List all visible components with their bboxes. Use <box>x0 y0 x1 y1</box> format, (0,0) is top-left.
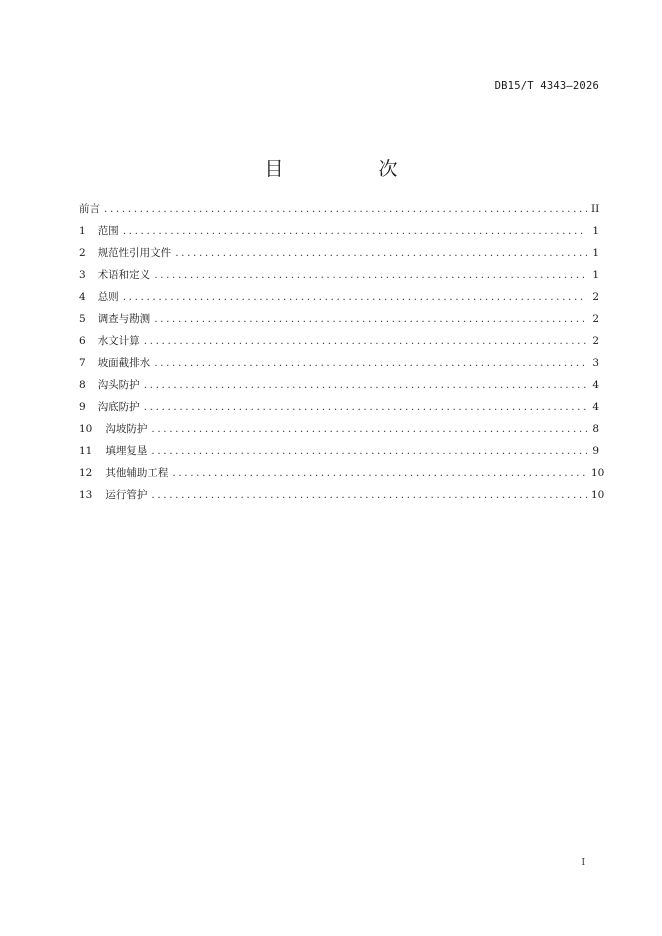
toc-entry-label: 坡面截排水 <box>97 357 151 369</box>
dot-leader <box>151 485 587 505</box>
toc-entry-label: 沟坡防护 <box>105 423 148 435</box>
toc-entry-label: 规范性引用文件 <box>97 247 172 259</box>
page-title: 目 次 <box>264 157 436 180</box>
toc-entry-number: 8 <box>79 379 86 391</box>
dot-leader <box>172 463 587 483</box>
toc-entry-label: 范围 <box>97 225 119 237</box>
dot-leader <box>144 375 587 395</box>
toc-entry-label: 调查与勘测 <box>97 313 151 325</box>
document-code: DB15/T 4343—2026 <box>494 80 599 92</box>
toc-entry-page: 2 <box>592 313 599 325</box>
toc-entry[interactable] <box>79 353 599 375</box>
toc-entry-number: 10 <box>79 423 93 435</box>
toc-entry-page: 1 <box>592 247 599 259</box>
toc-entry-label: 沟头防护 <box>97 379 140 391</box>
toc-entry-label: 术语和定义 <box>97 269 151 281</box>
toc-entry-label: 其他辅助工程 <box>105 467 169 479</box>
toc-entry-page: 3 <box>592 357 599 369</box>
toc-entry-page: 8 <box>592 423 599 435</box>
toc-entry[interactable] <box>79 243 599 265</box>
toc-entry-label: 沟底防护 <box>97 401 140 413</box>
toc-entry[interactable] <box>79 221 599 243</box>
toc-entry-label: 总则 <box>97 291 119 303</box>
toc-entry[interactable] <box>79 309 599 331</box>
toc-entry[interactable] <box>79 485 605 507</box>
toc-entry[interactable] <box>79 463 605 485</box>
dot-leader <box>151 441 587 461</box>
dot-leader <box>175 243 587 263</box>
toc-entry[interactable] <box>79 287 599 309</box>
toc-entry-number: 2 <box>79 247 86 259</box>
toc-entry[interactable] <box>79 375 599 397</box>
toc-entry-page: 1 <box>592 225 599 237</box>
toc-entry-number: 12 <box>79 467 93 479</box>
dot-leader <box>104 199 587 219</box>
toc-entry-label: 运行管护 <box>105 489 148 501</box>
toc-entry-page: 10 <box>591 467 605 479</box>
toc-entry-page: 10 <box>591 489 605 501</box>
dot-leader <box>154 265 587 285</box>
toc-entry-number: 13 <box>79 489 93 501</box>
toc-entry-number: 5 <box>79 313 86 325</box>
toc-entry-page: 9 <box>592 445 599 457</box>
toc-entry-page: II <box>591 203 600 215</box>
toc-entry-number: 3 <box>79 269 86 281</box>
toc-entry[interactable] <box>79 199 599 221</box>
toc-entry-number: 1 <box>79 225 86 237</box>
toc-entry[interactable] <box>79 397 599 419</box>
dot-leader <box>123 221 587 241</box>
dot-leader <box>154 353 587 373</box>
dot-leader <box>123 287 587 307</box>
toc-entry-number: 4 <box>79 291 86 303</box>
toc-entry[interactable] <box>79 331 599 353</box>
toc-entry-number: 9 <box>79 401 86 413</box>
dot-leader <box>144 397 587 417</box>
toc-entry-page: 2 <box>592 335 599 347</box>
toc-entry-label: 水文计算 <box>97 335 140 347</box>
toc-entry[interactable] <box>79 419 599 441</box>
table-of-contents <box>79 199 605 507</box>
dot-leader <box>144 331 587 351</box>
page-number: I <box>581 858 585 868</box>
toc-entry-label: 填埋复垦 <box>105 445 148 457</box>
toc-entry-page: 4 <box>592 401 599 413</box>
dot-leader <box>151 419 587 439</box>
dot-leader <box>154 309 587 329</box>
toc-entry-label: 前言 <box>79 203 100 215</box>
toc-entry-page: 4 <box>592 379 599 391</box>
toc-entry[interactable] <box>79 441 599 463</box>
toc-entry-page: 1 <box>592 269 599 281</box>
toc-entry[interactable] <box>79 265 599 287</box>
toc-entry-page: 2 <box>592 291 599 303</box>
toc-entry-number: 7 <box>79 357 86 369</box>
toc-entry-number: 11 <box>79 445 93 457</box>
toc-entry-number: 6 <box>79 335 86 347</box>
